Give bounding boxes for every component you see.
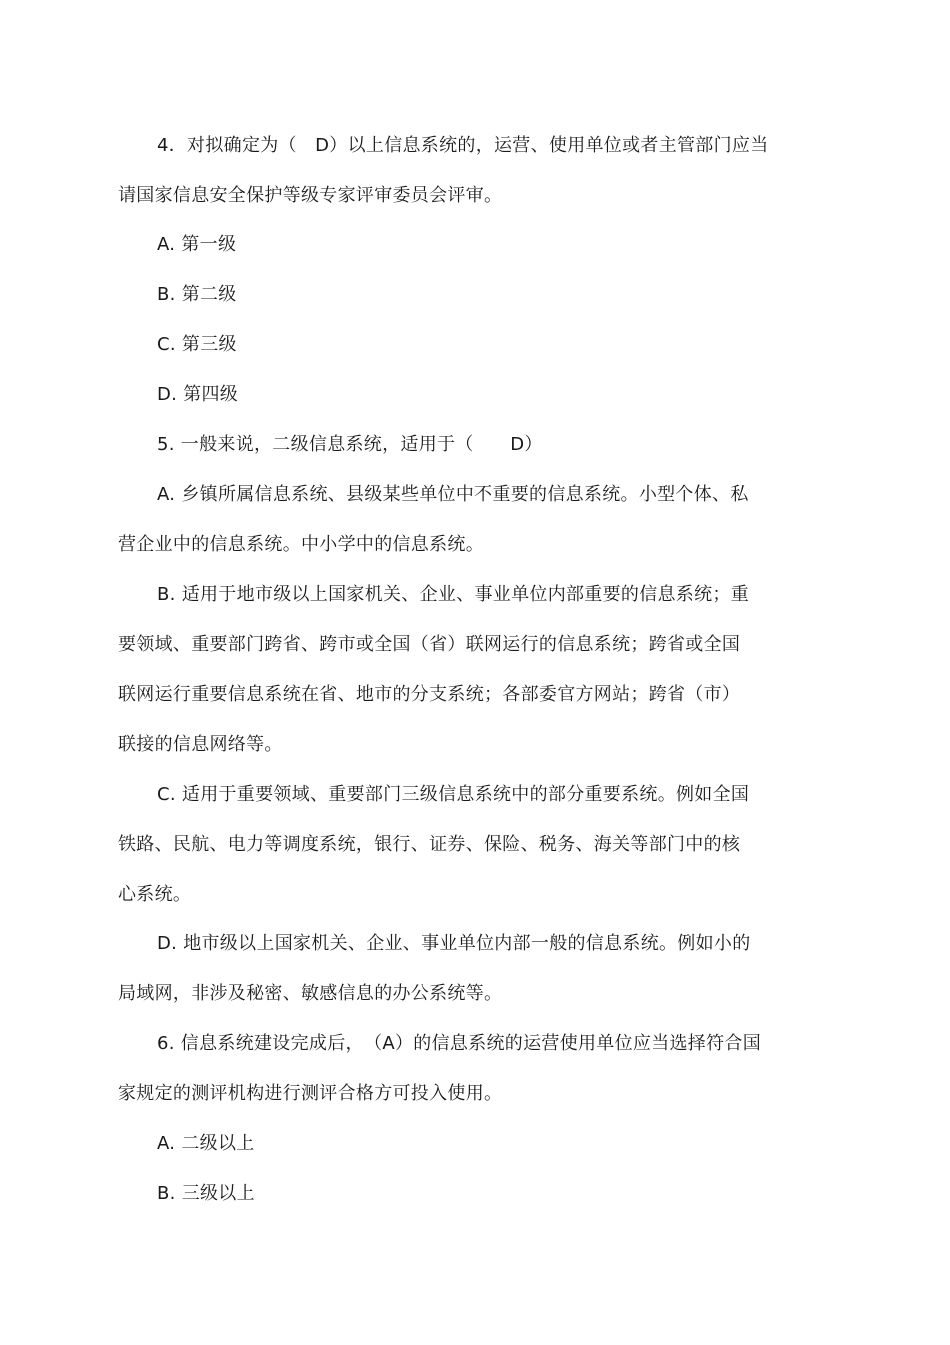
question-5-option-d: D. 地市级以上国家机关、企业、事业单位内部一般的信息系统。例如小的 xyxy=(157,933,751,954)
question-5-option-c-cont-1: 铁路、民航、电力等调度系统，银行、证券、保险、税务、海关等部门中的核 xyxy=(118,834,741,855)
question-4-option-d: D. 第四级 xyxy=(157,384,239,405)
question-4-option-a: A. 第一级 xyxy=(157,234,237,255)
question-6-option-a: A. 二级以上 xyxy=(157,1133,255,1154)
question-5-option-b: B. 适用于地市级以上国家机关、企业、事业单位内部重要的信息系统；重 xyxy=(157,584,749,605)
question-5-text: 5. 一般来说，二级信息系统，适用于（ D） xyxy=(157,434,543,455)
question-5-option-b-cont-2: 联网运行重要信息系统在省、地市的分支系统；各部委官方网站；跨省（市） xyxy=(118,684,741,705)
question-5-option-d-cont: 局域网，非涉及秘密、敏感信息的办公系统等。 xyxy=(118,983,503,1004)
question-4-text: 4．对拟确定为（ D）以上信息系统的，运营、使用单位或者主管部门应当 xyxy=(157,135,769,156)
question-5-option-a: A. 乡镇所属信息系统、县级某些单位中不重要的信息系统。小型个体、私 xyxy=(157,484,749,505)
question-5-option-a-cont: 营企业中的信息系统。中小学中的信息系统。 xyxy=(118,534,484,555)
question-5-option-c: C. 适用于重要领域、重要部门三级信息系统中的部分重要系统。例如全国 xyxy=(157,784,750,805)
question-5-option-c-cont-2: 心系统。 xyxy=(118,884,192,905)
question-4-text-cont: 请国家信息安全保护等级专家评审委员会评审。 xyxy=(118,185,503,206)
question-6-option-b: B. 三级以上 xyxy=(157,1183,255,1204)
question-5-option-b-cont-1: 要领域、重要部门跨省、跨市或全国（省）联网运行的信息系统；跨省或全国 xyxy=(118,634,741,655)
question-4-option-c: C. 第三级 xyxy=(157,334,237,355)
question-5-option-b-cont-3: 联接的信息网络等。 xyxy=(118,734,283,755)
question-6-text: 6. 信息系统建设完成后， （A）的信息系统的运营使用单位应当选择符合国 xyxy=(157,1033,762,1054)
question-6-text-cont: 家规定的测评机构进行测评合格方可投入使用。 xyxy=(118,1083,503,1104)
question-4-option-b: B. 第二级 xyxy=(157,284,237,305)
